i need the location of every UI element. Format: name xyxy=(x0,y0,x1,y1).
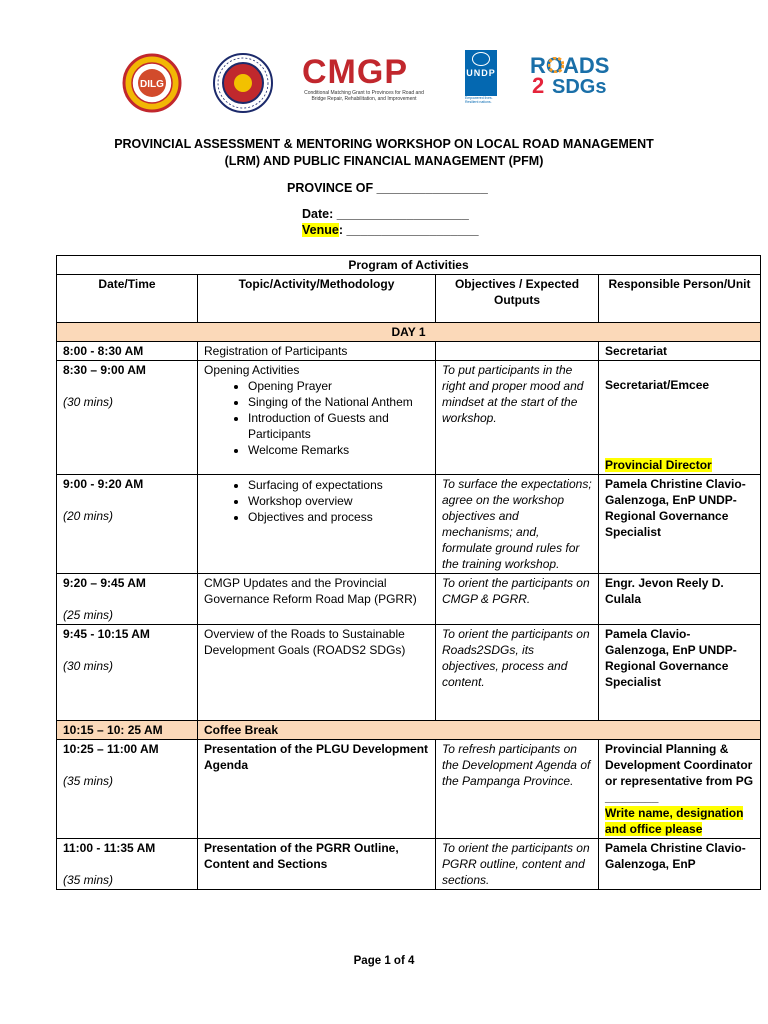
page-number: Page 1 of 4 xyxy=(353,955,415,967)
undp-tagline: Empowered lives. Resilient nations. xyxy=(465,96,493,104)
day-1-label: DAY 1 xyxy=(57,323,761,342)
row-time-cell xyxy=(57,361,198,475)
venue-blank: : ___________________ xyxy=(338,223,479,237)
row-time: 10:25 – 11:00 AM xyxy=(63,742,159,756)
title-line-1: PROVINCIAL ASSESSMENT & MENTORING WORKSHOP ON LOCAL ROAD MANAGEMENT xyxy=(114,137,654,151)
row-responsible-cell xyxy=(599,740,761,839)
row-responsible: Pamela Clavio-Galenzoga, EnP UNDP-Regional Governance Specialist xyxy=(599,625,761,721)
dbm-seal-logo xyxy=(212,52,274,114)
dilg-logo xyxy=(122,53,182,113)
province-field: PROVINCE OF ________________ xyxy=(287,181,488,195)
undp-logo xyxy=(465,50,501,110)
row-objective xyxy=(436,342,599,361)
row-time: 8:30 – 9:00 AM xyxy=(63,363,146,377)
roads-wordmark: ROADS xyxy=(530,53,610,78)
document-title xyxy=(0,136,768,170)
row-objective: To refresh participants on the Development Agenda of the Pampanga Province. xyxy=(436,740,599,839)
venue-label: Venue xyxy=(302,223,339,237)
table-caption: Program of Activities xyxy=(57,256,761,275)
list-item: • Singing of the National Anthem xyxy=(248,394,429,410)
row-topic: Opening Activities xyxy=(204,363,300,377)
program-table xyxy=(56,255,761,890)
row-duration: (35 mins) xyxy=(63,774,114,788)
undp-emblem-icon xyxy=(472,52,490,66)
row-objective: To orient the participants on CMGP & PGRR. xyxy=(436,574,599,625)
table-row xyxy=(57,839,761,890)
cmgp-logo xyxy=(302,54,442,110)
header-responsible: Responsible Person/Unit xyxy=(599,275,761,323)
roads2sdgs-logo xyxy=(530,55,650,105)
table-row xyxy=(57,574,761,625)
row-responsible: Pamela Christine Clavio-Galenzoga, EnP xyxy=(599,839,761,890)
table-row xyxy=(57,475,761,574)
row-topic: Overview of the Roads to Sustainable Development Goals (ROADS2 SDGs) xyxy=(198,625,436,721)
header-topic: Topic/Activity/Methodology xyxy=(198,275,436,323)
cmgp-subtitle: Conditional Matching Grant to Provinces for Road and Bridge Repair, Rehabilitation, and Improvement xyxy=(304,90,424,102)
list-item: • Welcome Remarks xyxy=(248,442,429,458)
row-topic: CMGP Updates and the Provincial Governance Reform Road Map (PGRR) xyxy=(198,574,436,625)
table-row xyxy=(57,740,761,839)
row-topic: Presentation of the PLGU Development Agenda xyxy=(198,740,436,839)
coffee-break-row xyxy=(57,721,761,740)
row-time-cell xyxy=(57,574,198,625)
row-duration: (20 mins) xyxy=(63,509,114,523)
header-datetime: Date/Time xyxy=(57,275,198,323)
row-topic: Presentation of the PGRR Outline, Content and Sections xyxy=(198,839,436,890)
activity-list xyxy=(204,477,429,525)
table-row xyxy=(57,361,761,475)
header-objectives: Objectives / Expected Outputs xyxy=(436,275,599,323)
row-responsible-highlight: Write name, designation and office please xyxy=(605,806,744,836)
row-responsible: Engr. Jevon Reely D. Culala xyxy=(599,574,761,625)
row-duration: (35 mins) xyxy=(63,873,114,887)
logo-strip xyxy=(120,50,660,112)
row-responsible-highlight: Provincial Director xyxy=(605,458,712,472)
row-responsible: Secretariat/Emcee xyxy=(605,378,710,392)
venue-field xyxy=(302,223,479,237)
cmgp-wordmark: CMGP xyxy=(302,53,408,91)
row-time: 11:00 - 11:35 AM xyxy=(63,841,156,855)
title-line-2: (LRM) AND PUBLIC FINANCIAL MANAGEMENT (PFM) xyxy=(224,154,544,168)
row-responsible: Secretariat xyxy=(599,342,761,361)
break-label: Coffee Break xyxy=(198,721,761,740)
sdg-wheel-icon xyxy=(548,57,564,73)
list-item: • Introduction of Guests and Participants xyxy=(248,410,429,442)
undp-wordmark: UNDP xyxy=(466,68,496,78)
row-time-cell xyxy=(57,740,198,839)
row-duration: (30 mins) xyxy=(63,659,114,673)
list-item: • Workshop overview xyxy=(248,493,429,509)
row-time: 8:00 - 8:30 AM xyxy=(57,342,198,361)
list-item: • Surfacing of expectations xyxy=(248,477,429,493)
row-topic-cell xyxy=(198,475,436,574)
row-duration: (25 mins) xyxy=(63,608,114,622)
sdgs-wordmark: SDGs xyxy=(552,76,607,98)
row-objective: To orient the participants on PGRR outline, content and sections. xyxy=(436,839,599,890)
row-responsible: Provincial Planning & Development Coordinator or representative from PG ________ xyxy=(605,742,754,804)
table-row xyxy=(57,625,761,721)
number-2-mark: 2 xyxy=(532,73,545,98)
row-time: 9:45 - 10:15 AM xyxy=(63,627,150,641)
row-objective: To surface the expectations; agree on the workshop objectives and mechanisms; and, formulate ground rules for the training workshop. xyxy=(436,475,599,574)
row-topic: Registration of Participants xyxy=(198,342,436,361)
row-time-cell xyxy=(57,475,198,574)
table-row xyxy=(57,342,761,361)
row-topic-cell xyxy=(198,361,436,475)
date-field: Date: ___________________ xyxy=(302,207,469,221)
row-responsible-cell xyxy=(599,361,761,475)
list-item: • Objectives and process xyxy=(248,509,429,525)
activity-list xyxy=(204,378,429,458)
row-duration: (30 mins) xyxy=(63,395,114,409)
list-item: • Opening Prayer xyxy=(248,378,429,394)
row-objective: To put participants in the right and proper mood and mindset at the start of the workshop. xyxy=(436,361,599,475)
row-responsible: Pamela Christine Clavio-Galenzoga, EnP UNDP-Regional Governance Specialist xyxy=(599,475,761,574)
row-time-cell xyxy=(57,839,198,890)
row-time: 9:00 - 9:20 AM xyxy=(63,477,144,491)
break-time: 10:15 – 10: 25 AM xyxy=(57,721,198,740)
svg-text:DILG: DILG xyxy=(140,79,164,90)
row-objective: To orient the participants on Roads2SDGs, its objectives, process and content. xyxy=(436,625,599,721)
row-time-cell xyxy=(57,625,198,721)
row-time: 9:20 – 9:45 AM xyxy=(63,576,146,590)
